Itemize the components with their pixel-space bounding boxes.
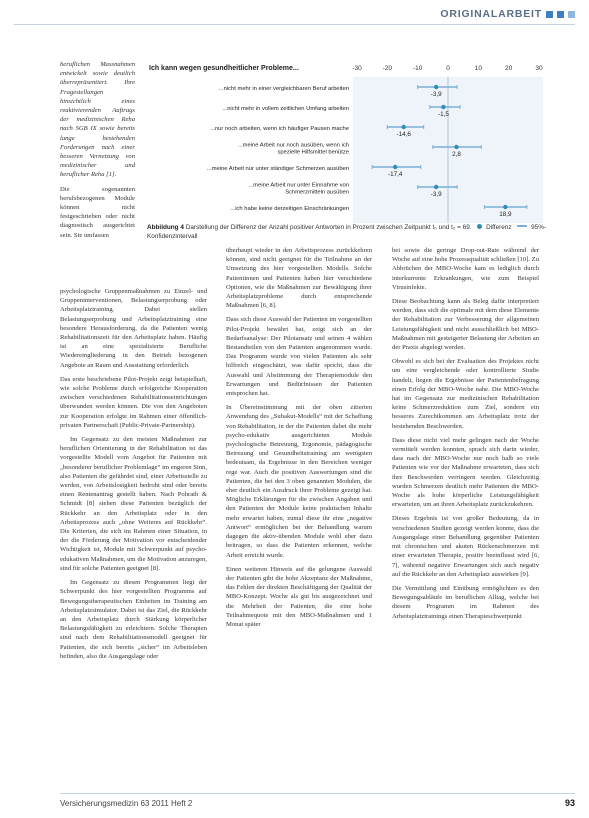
caption-text: Darstellung der Differenz der Anzahl positiver Antworten in Prozent zwischen Zeitpunkt t₀ und t₂ = 69. [185,224,472,231]
data-point [434,185,438,189]
figure-4 [147,55,549,235]
paragraph: bei sowie die geringe Drop-out-Rate während der Woche auf eine hohe Prozessqualität schließen [10]. Zu Abbrüchen der MBO-Woche kam es lediglich durch interkurrente Erkrankungen, wie zum Beispiel Virusinfekte. [392,247,539,291]
intro-column [60,60,135,245]
data-label: -3,9 [430,191,442,198]
data-label: -14,6 [396,131,411,138]
data-point [503,205,507,209]
page-header [440,6,575,22]
legend-ci-label: 95%-Konfidenzintervall [147,224,547,240]
paragraph: Dass sich diese Auswahl der Patienten im vorgestellten Pilot-Projekt bewährt hat, zeigt sich an der Bedarfsanalyse: Der Pilotansatz und seinen 4 wählen Bestandteilen von den Patienten angenommen wurde. Das Programm wurde von vielen Patienten als sehr hilfreich eingeschätzt, was dafür spricht, dass die Auswahl und Abstimmung der Therapiemodule den Erwartungen und Bedürfnissen der Patienten entsprochen hat. [226,316,372,398]
data-point [434,85,438,89]
data-point [454,145,458,149]
text-column-1 [60,287,207,666]
data-point [393,165,397,169]
paragraph: Dass diese nicht viel mehr gelingen nach der Woche vermittelt werden konnten, sprach sich darin wieder, dass nach der MBO-Woche nur noch halb so viele Patienten wie vor der Maßnahme erwarteten, dass sich ihre Beschwerden verringern werden. Gleichzeitig wurden Schmerzen deutlich mehr Patienten die MBO-Woche als hohe körperliche Leistungsfähigkeit erwarteten, um an ihren Arbeitsplatz zurückzukehren. [392,436,539,509]
data-label: 18,9 [499,211,512,218]
header-square-icon [568,11,575,18]
data-point [402,125,406,129]
paragraph: Diese Beobachtung kann als Beleg dafür interpretiert werden, dass sich die optimale mit dem diese Elemente der Rehabilitation zur Verbesserung der allgemeinen Leistungsfähigkeit und nicht ausschließlich bei MBO-Maßnahmen mit gesteigerter Belastung der Arbeiten an der Praxis abgelegt werden. [392,298,539,352]
differenz-chart [147,55,549,223]
data-point [441,105,445,109]
section-title: ORIGINALARBEIT [440,8,542,20]
paragraph: Dieses Ergebnis ist von großer Bedeutung, da in verschiedenen Studien gezeigt werden konnte, dass die Ausgangslage einer Behandlung gegenüber Patienten mit chronischen und akuten Rückenschmerzen mit einer erwarteten Therapie, positiv beeinflusst wird [6, 7], während negative Erwartungen sich auch negativ auf die Rückkehr an den Arbeitsplatz auswirken [9]. [392,515,539,578]
legend-ci-icon [517,225,527,227]
paragraph: Einen weiteren Hinweis auf die gelungene Auswahl der Patienten gibt die hohe Akzeptanz der Maßnahme, das Fehlen der direkten Beschäftigung der Qualität der MBO-Konzept. Woche als gut bis ausgezeichnet und die Mehrheit der Patienten, die eine hohe Teilnahmequote mit den MBO-Maßnahmen und 1 Monat später [226,565,372,628]
footer-rule [60,793,575,794]
header-square-icon [546,11,553,18]
figure-caption [147,224,547,241]
data-label: 2,8 [452,151,461,158]
paragraph: beruflichen Massnahmen entwickelt sowie deutlich überrepräsentiert. Ihre Fragestellungen hinsichtlich eines reaktivierenden Auftrags der medizinischen Reha nach SGB IX sowie bereits lange bestehenden Forderungen nach einer besseren Vernetzung von medizinischer und beruflicher Reha [1]. [60,61,135,179]
data-label: -17,4 [388,171,403,178]
tick-label: -10 [412,65,423,72]
data-label: -1,5 [438,111,449,118]
category-label: ...nicht mehr in vollem zeitlichen Umfang arbeiten [222,106,349,112]
paragraph: psychologische Gruppenmaßnahmen zu Einzel- und Gruppeninterventionen, Belastungserprobung oder Arbeitsplatztraining. Dabei stellen Belastungserprobung und Arbeitsplatztraining eine besondere Herausforderung, da die Patienten wenig Rehabilitationszeit für den Arbeitsplatz haben. Häufig ist an eine spezialisierte Berufliche Wiedereingliederung in den Betrieb bezogenen Angebote an Raum und Ausstattung erforderlich. [60,288,207,369]
category-label: Ich kann wegen gesundheitlicher Probleme... [149,65,299,72]
paragraph: Im Gegensatz zu den meisten Maßnahmen zur beruflichen Orientierung in der Rehabilitation ist das vorgestellte Modell vom Angebot für Patienten mit „besonderer beruflicher Problemlage“ im engeren Sinn, also Patienten die gefährdet sind, einer Arbeitsstelle zu werden, von Arbeitslosigkeit bedroht sind oder bereits einen Rentenantrag gestellt haben. Nach Pohrath & Schmidt [8] stehen diese Patienten bezüglich der Rückkehr an den Arbeitsplatz oder in den Arbeitsprozess auch „ohne Weiteres auf Rückkehr“. Die Kriterien, die sich im Rahmen einer Situation, in der die Förderung der Motivation vor entscheidender Wichtigkeit ist, Module mit Schwerpunkt auf psycho-edukativen Maßnahmen, um die Motivation anzuregen, sind für solche Patienten geeignet [8]. [60,436,207,572]
text-column-3 [392,246,539,626]
category-label: Schmerzmitteln ausüben [285,189,349,196]
paragraph: Obwohl es sich bei der Evaluation des Projektes nicht um eine vergleichende oder kontrollierte Studie handelt, liegen die Ergebnisse der Patientenbefragung einen Erfolg der MBO-Woche nahe. Die MBO-Woche hat im Gegensatz zur medizinischen Rehabilitation keine Schmerzreduktion zum Ziel, sondern ein besseres Zurechtkommen am Arbeitsplatz trotz der bestehenden Beschwerden. [392,358,539,430]
tick-label: 20 [505,65,513,72]
paragraph: Die sogenannten berufsbezogenen Module können nicht festgeschrieben oder nicht diagnostisch ausgerichtet sein. Sie umfassen [60,185,135,239]
page-footer [60,796,575,810]
paragraph: Die Vermittlung und Einübung ermöglichten es den Bewegungsabläufe im beruflichen Alltag, welche bei diesem Programm im Rahmen des Arbeitsplatztrainings einen Therapieschwerpunkt [392,584,539,620]
paragraph: Das erste beschriebene Pilot-Projekt zeigt beispielhaft, wie solche Probleme durch erfolgreiche Kooperation zwischen verschiedenen Rehabilitationseinrichtungen überwunden werden können. Die von den Angeboten zur Kooperation erfolgte im Rahmen einer öffentlich-privaten Partnerschaft (Public-Private-Partnership). [60,375,207,429]
paragraph: In Übereinstimmung mit der oben zitierten Anwendung des „Subakut-Modells“ mit der Schaffung von Rehabilitation, in der die Patienten dabei die mehr psycho-edukativ ausgerichteten Module psychologische Betreuung, Ergonomie, pädagogische Betreuung und Gesundheitstraining am wenigsten bedeutsam, da Ergebnisse in den Bereichen weniger rege war. Auch die positiven Auswertungen sind die Patienten, die bei den 3 oben genannten Modulen, die eher deutlich ein Ausdruck ihrer Probleme gezeigt hat. Mögliche Erklärungen für die zwischen Angaben und den Patienten der Module keine praktischen Inhalte mehr erwartet haben, zumal diese ihr eine „negative Antwort“ ermöglichen bei der Behandlung warum dagegen die aktiv-übenden Module wohl eher dazu beitragen, so dass die Patienten erkennen, welche Arbeit erreicht wurde. [226,404,372,559]
category-label: ...nur noch arbeiten, wenn ich häufiger Pausen mache [210,126,349,132]
header-square-icon [557,11,564,18]
header-rule [14,24,575,25]
caption-label: Abbildung 4 [147,224,184,231]
category-label: ...nicht mehr in einer vergleichbaren Beruf arbeiten [218,86,349,92]
tick-label: -30 [352,65,362,72]
category-label: ...meine Arbeit nur unter Einnahme von [248,182,349,189]
tick-label: 10 [474,65,482,72]
page-number: 93 [564,798,575,808]
category-label: spezielle Hilfsmittel benütze [277,149,349,156]
category-label: ...ich habe keine derzeitigen Einschränkungen [230,206,349,212]
legend-diff-icon [477,224,482,229]
journal-info: Versicherungsmedizin 63 2011 Heft 2 [60,798,193,808]
text-column-2 [226,246,372,634]
tick-label: 30 [535,65,543,72]
category-label: ...meine Arbeit nur unter ständiger Schmerzen ausüben [206,166,349,172]
tick-label: 0 [446,65,450,72]
category-label: ...meine Arbeit nur noch ausüben, wenn ich [237,142,349,149]
paragraph: überhaupt wieder in den Arbeitsprozess zurückkehren können, sind nicht geeignet für die Teilnahme an der Umsetzung des hier vorgestellten Modells. Solche Patientinnen und Patienten haben hier verschiedene Optionen, wie die Maßnahmen zur Bewältigung ihrer Arbeitsplatzprobleme durch entsprechende Maßnahmen [6, 8]. [226,247,372,310]
tick-label: -20 [382,65,393,72]
data-label: -3,9 [430,91,442,98]
paragraph: Im Gegensatz zu diesen Programmen liegt der Schwerpunkt des hier vorgestellten Programms auf Bewegungstherapeutischen Einheiten im Training am Arbeitsplatzsimulator. Dabei ist das Ziel, die Rückkehr an den Arbeitsplatz durch Stärkung körperlicher Belastungsfähigkeit zu erleichtern. Solche Therapien sind nach dem Rehabilitationsmodell geeignet für Patienten, die sich bereits „sicher“ im Arbeitsleben befinden, also die Ausgangslage oder [60,579,207,660]
legend-diff-label: Differenz [486,224,512,231]
